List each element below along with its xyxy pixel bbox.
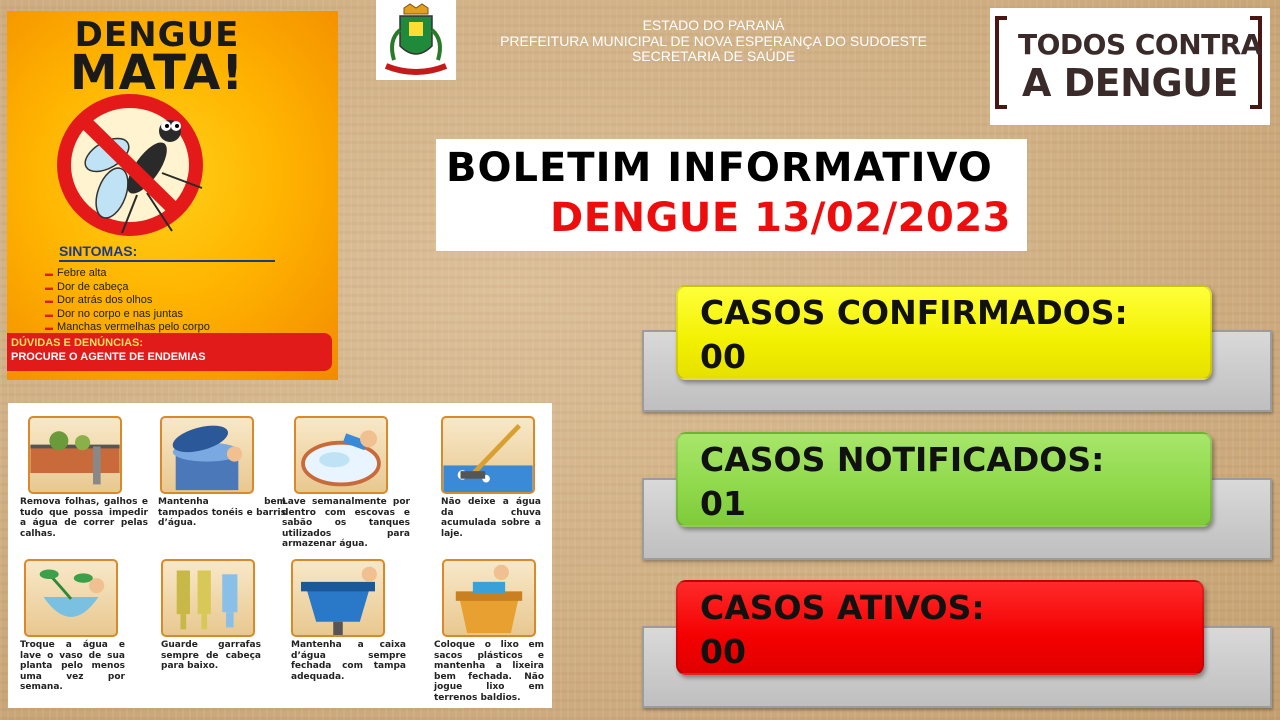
municipal-header bbox=[460, 18, 967, 65]
sintomas-title: SINTOMAS: bbox=[59, 243, 275, 262]
sintoma-item: ▬ Manchas vermelhas pelo corpo bbox=[45, 321, 210, 335]
no-mosquito-icon bbox=[52, 93, 212, 243]
prevention-tip bbox=[20, 416, 148, 539]
card-casos-ativos bbox=[676, 580, 1204, 675]
banner-line2: PROCURE O AGENTE DE ENDEMIAS bbox=[11, 351, 206, 363]
gutter-cleaning-icon bbox=[28, 416, 122, 494]
sintoma-item: ▬ Febre alta bbox=[45, 267, 210, 281]
card-casos-confirmados bbox=[676, 285, 1212, 380]
plant-vase-icon bbox=[24, 559, 118, 637]
poster-banner bbox=[7, 333, 332, 371]
prevention-tip bbox=[291, 559, 406, 682]
tip-caption: Coloque o lixo em sacos plásticos e mantenha a lixeira bem fechada. Não jogue lixo em terrenos baldios. bbox=[434, 640, 544, 703]
poster-title-line1: DENGUE bbox=[74, 15, 240, 55]
prevention-tip bbox=[441, 416, 541, 539]
prevention-tip bbox=[434, 559, 544, 703]
sintomas-list bbox=[45, 267, 210, 335]
header-line2: PREFEITURA MUNICIPAL DE NOVA ESPERANÇA DO SUDOESTE bbox=[500, 32, 927, 49]
bottles-upside-down-icon bbox=[161, 559, 255, 637]
coat-of-arms-icon bbox=[376, 0, 456, 80]
poster-title bbox=[7, 15, 307, 102]
tip-caption: Lave semanalmente por dentro com escovas e sabão os tanques utilizados para armazenar água. bbox=[282, 497, 410, 549]
prevention-tip bbox=[158, 416, 286, 529]
boletim-title: BOLETIM INFORMATIVO bbox=[446, 145, 993, 191]
header-line1: ESTADO DO PARANÁ bbox=[642, 17, 785, 33]
card-casos-notificados bbox=[676, 432, 1212, 527]
poster-title-line2: MATA! bbox=[69, 45, 245, 102]
header-line3: SECRETARIA DE SAÚDE bbox=[631, 48, 796, 64]
barrel-lid-icon bbox=[160, 416, 254, 494]
logo-line2: A DENGUE bbox=[1022, 61, 1238, 105]
confirmados-label: CASOS CONFIRMADOS: bbox=[700, 293, 1128, 332]
confirmados-value: 00 bbox=[700, 337, 746, 376]
tip-caption: Guarde garrafas sempre de cabeça para baixo. bbox=[161, 640, 261, 671]
sintoma-item: ▬ Dor atrás dos olhos bbox=[45, 294, 210, 308]
prevention-panel bbox=[8, 403, 552, 708]
notificados-value: 01 bbox=[700, 484, 746, 523]
prevention-tip bbox=[161, 559, 261, 672]
tank-scrubbing-icon bbox=[294, 416, 388, 494]
tip-caption: Mantenha a caixa d’água sempre fechada com tampa adequada. bbox=[291, 640, 406, 682]
tip-caption: Não deixe a água da chuva acumulada sobre a laje. bbox=[441, 497, 541, 539]
boletim-box bbox=[436, 139, 1027, 251]
bracket-left bbox=[995, 16, 1007, 109]
dengue-mata-poster bbox=[7, 11, 338, 380]
logo-line1: TODOS CONTRA bbox=[1018, 28, 1262, 61]
prevention-tip bbox=[20, 559, 125, 693]
todos-contra-dengue-logo bbox=[990, 8, 1270, 125]
roof-squeegee-icon bbox=[441, 416, 535, 494]
water-tank-lid-icon bbox=[291, 559, 385, 637]
sintoma-item: ▬ Dor no corpo e nas juntas bbox=[45, 308, 210, 322]
notificados-label: CASOS NOTIFICADOS: bbox=[700, 440, 1105, 479]
ativos-label: CASOS ATIVOS: bbox=[700, 588, 985, 627]
prevention-tip bbox=[282, 416, 410, 550]
tip-caption: Remova folhas, galhos e tudo que possa impedir a água de correr pelas calhas. bbox=[20, 497, 148, 539]
sintoma-item: ▬ Dor de cabeça bbox=[45, 281, 210, 295]
ativos-value: 00 bbox=[700, 632, 746, 671]
tip-caption: Mantenha bem tampados tonéis e barris d’água. bbox=[158, 497, 286, 528]
banner-line1: DÚVIDAS E DENÚNCIAS: bbox=[11, 337, 144, 349]
trash-bin-icon bbox=[442, 559, 536, 637]
tip-caption: Troque a água e lave o vaso de sua planta pelo menos uma vez por semana. bbox=[20, 640, 125, 692]
boletim-subtitle: DENGUE 13/02/2023 bbox=[550, 195, 1011, 241]
